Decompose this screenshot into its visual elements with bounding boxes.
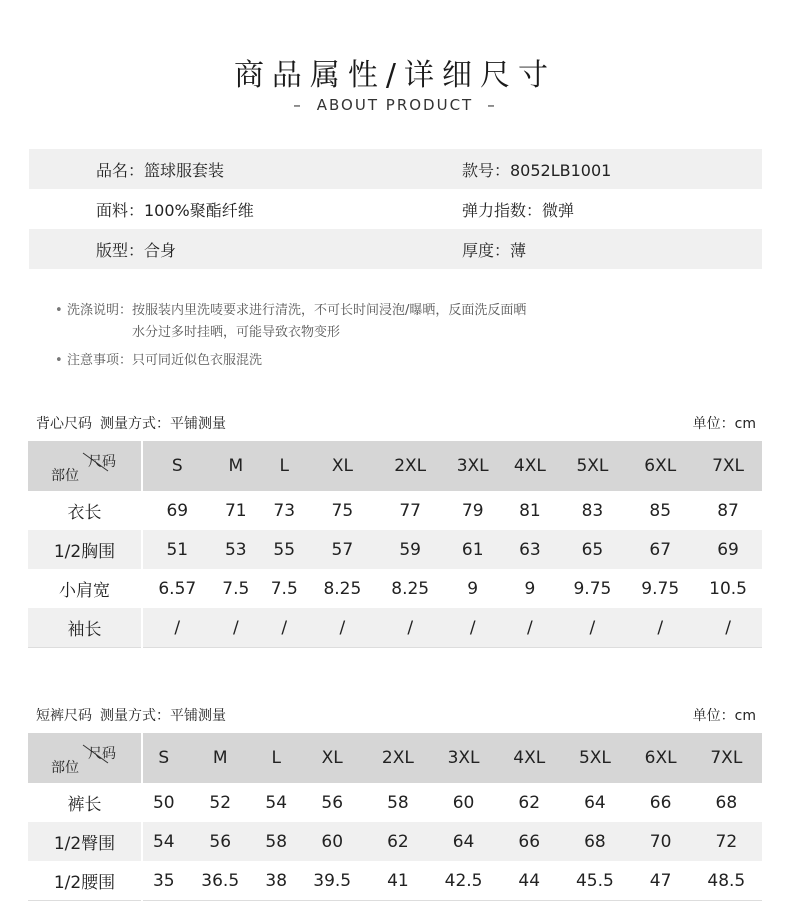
vest-size-header — [36, 413, 756, 433]
vest-size-title: 背心尺码 — [36, 416, 92, 432]
table-cell: 56 — [321, 792, 344, 813]
table-cell: 60 — [452, 792, 475, 813]
size-header: 5XL — [559, 733, 630, 783]
table-cell: 53 — [212, 530, 260, 569]
table-cell: 54 — [265, 792, 288, 813]
corner-part-label: 部位 — [51, 468, 79, 484]
table-row — [28, 569, 762, 608]
note-line: 按服装内里洗唛要求进行清洗，不可长时间浸泡/曝晒，反面洗反面晒 — [132, 303, 527, 318]
table-cell: / — [308, 608, 376, 648]
table-cell: 42.5 — [444, 870, 483, 891]
table-cell: 39.5 — [313, 870, 352, 891]
attribute-fabric: 面料：100%聚酯纤维 — [96, 200, 254, 220]
attribute-thickness: 厚度：薄 — [462, 240, 527, 260]
size-header: M — [185, 733, 256, 783]
table-cell: / — [559, 608, 627, 648]
table-cell: 38 — [265, 870, 288, 891]
table-cell: / — [212, 608, 260, 648]
table-corner — [28, 733, 142, 783]
product-attributes — [29, 149, 762, 269]
table-cell: 64 — [428, 822, 499, 861]
size-header: 4XL — [499, 733, 559, 783]
table-cell: 68 — [559, 822, 630, 861]
table-cell: 62 — [518, 792, 541, 813]
size-header: XL — [297, 733, 368, 783]
table-cell: 77 — [399, 500, 421, 521]
shorts-size-header — [36, 705, 756, 725]
subtitle-dash-right: – — [487, 96, 497, 114]
table-cell: 59 — [376, 530, 444, 569]
table-cell: 10.5 — [709, 578, 747, 599]
table-cell: 48.5 — [707, 870, 746, 891]
diagonal-line — [28, 441, 141, 491]
corner-size-label: 尺码 — [88, 746, 116, 762]
corner-part-label: 部位 — [51, 760, 79, 776]
bullet: • — [55, 303, 63, 318]
table-cell: 70 — [631, 822, 691, 861]
table-cell: 58 — [387, 792, 409, 813]
table-cell: 41 — [387, 870, 409, 891]
size-header: L — [256, 733, 297, 783]
table-cell: / — [501, 608, 558, 648]
caution-note — [55, 350, 526, 372]
table-cell: 79 — [461, 500, 484, 521]
table-cell: / — [260, 608, 308, 648]
table-cell: 36.5 — [201, 870, 240, 891]
table-cell: 9.75 — [573, 578, 612, 599]
shorts-measure-method: 测量方式：平铺测量 — [100, 708, 226, 724]
table-cell: / — [142, 608, 212, 648]
table-cell: 66 — [499, 822, 559, 861]
subtitle-dash-left: – — [293, 96, 303, 114]
table-cell: / — [694, 608, 762, 648]
size-header: S — [142, 441, 212, 491]
row-label: 衣长 — [28, 491, 142, 530]
table-cell: 9 — [467, 578, 479, 599]
table-cell: 66 — [649, 792, 672, 813]
table-cell: 83 — [581, 500, 604, 521]
attribute-row — [29, 189, 762, 229]
size-header: 5XL — [559, 441, 627, 491]
attribute-style-number: 款号：8052LB1001 — [462, 160, 612, 180]
table-cell: 52 — [209, 792, 232, 813]
note-line: 水分过多时挂晒，可能导致衣物变形 — [132, 325, 341, 340]
table-cell: 7.5 — [222, 578, 250, 599]
attribute-row — [29, 229, 762, 269]
table-cell: / — [444, 608, 501, 648]
vest-measure-method: 测量方式：平铺测量 — [100, 416, 226, 432]
row-label: 1/2臀围 — [28, 822, 142, 861]
diagonal-line — [28, 733, 141, 783]
size-header: 2XL — [376, 441, 444, 491]
table-cell: 63 — [501, 530, 558, 569]
vest-size-table — [28, 441, 762, 648]
table-row — [28, 491, 762, 530]
table-header-row — [28, 733, 762, 783]
table-cell: 55 — [260, 530, 308, 569]
row-label: 裤长 — [28, 783, 142, 822]
table-cell: 7.5 — [270, 578, 298, 599]
table-cell: 81 — [519, 500, 541, 521]
table-cell: 9.75 — [641, 578, 680, 599]
table-cell: 58 — [256, 822, 297, 861]
table-cell: / — [626, 608, 694, 648]
care-notes — [55, 300, 526, 372]
size-header: 7XL — [691, 733, 762, 783]
table-cell: 44 — [518, 870, 541, 891]
size-header: 2XL — [368, 733, 428, 783]
table-header-row — [28, 441, 762, 491]
size-header: 6XL — [631, 733, 691, 783]
table-row — [28, 822, 762, 861]
table-cell: 68 — [715, 792, 738, 813]
table-cell: 64 — [584, 792, 606, 813]
attribute-fit: 版型：合身 — [96, 240, 177, 260]
table-cell: 62 — [368, 822, 428, 861]
table-cell: 60 — [297, 822, 368, 861]
shorts-unit: 单位：cm — [692, 708, 756, 724]
table-cell: 50 — [152, 792, 175, 813]
bullet: • — [55, 353, 63, 368]
table-cell: 8.25 — [323, 578, 362, 599]
note-label: 注意事项： — [67, 353, 133, 368]
table-cell: 85 — [649, 500, 672, 521]
size-header: 3XL — [444, 441, 501, 491]
table-row — [28, 783, 762, 822]
table-cell: 61 — [444, 530, 501, 569]
size-header: 3XL — [428, 733, 499, 783]
table-cell: 73 — [273, 500, 296, 521]
table-cell: 69 — [694, 530, 762, 569]
attribute-row — [29, 149, 762, 189]
table-cell: 71 — [224, 500, 247, 521]
row-label: 1/2胸围 — [28, 530, 142, 569]
table-cell: 51 — [142, 530, 212, 569]
size-header: M — [212, 441, 260, 491]
row-label: 小肩宽 — [28, 569, 142, 608]
shorts-size-table — [28, 733, 762, 901]
table-cell: 67 — [626, 530, 694, 569]
size-header: S — [142, 733, 185, 783]
table-cell: 69 — [166, 500, 189, 521]
table-cell: 35 — [152, 870, 175, 891]
table-cell: 56 — [185, 822, 256, 861]
table-cell: 8.25 — [391, 578, 430, 599]
table-cell: 45.5 — [575, 870, 614, 891]
table-cell: 54 — [142, 822, 185, 861]
table-row — [28, 861, 762, 901]
washing-note — [55, 300, 526, 344]
size-header: 4XL — [501, 441, 558, 491]
size-header: XL — [308, 441, 376, 491]
page-subtitle — [0, 96, 790, 114]
table-cell: 65 — [559, 530, 627, 569]
row-label: 袖长 — [28, 608, 142, 648]
table-row — [28, 530, 762, 569]
size-header: L — [260, 441, 308, 491]
table-cell: 47 — [649, 870, 672, 891]
row-label: 1/2腰围 — [28, 861, 142, 901]
attribute-name: 品名：篮球服套装 — [96, 160, 225, 180]
table-cell: 87 — [717, 500, 739, 521]
table-cell: 57 — [308, 530, 376, 569]
table-cell: / — [376, 608, 444, 648]
table-cell: 9 — [524, 578, 536, 599]
table-cell: 72 — [691, 822, 762, 861]
shorts-size-title: 短裤尺码 — [36, 708, 92, 724]
size-header: 7XL — [694, 441, 762, 491]
table-row — [28, 608, 762, 648]
table-cell: 75 — [331, 500, 354, 521]
size-header: 6XL — [626, 441, 694, 491]
table-corner — [28, 441, 142, 491]
attribute-elasticity: 弹力指数：微弹 — [462, 200, 575, 220]
note-line: 只可同近似色衣服混洗 — [132, 353, 263, 368]
subtitle-text: ABOUT PRODUCT — [316, 96, 474, 114]
note-label: 洗涤说明： — [67, 303, 133, 318]
corner-size-label: 尺码 — [88, 454, 116, 470]
table-cell: 6.57 — [158, 578, 197, 599]
vest-unit: 单位：cm — [692, 416, 756, 432]
page-title: 商品属性/详细尺寸 — [233, 58, 557, 93]
